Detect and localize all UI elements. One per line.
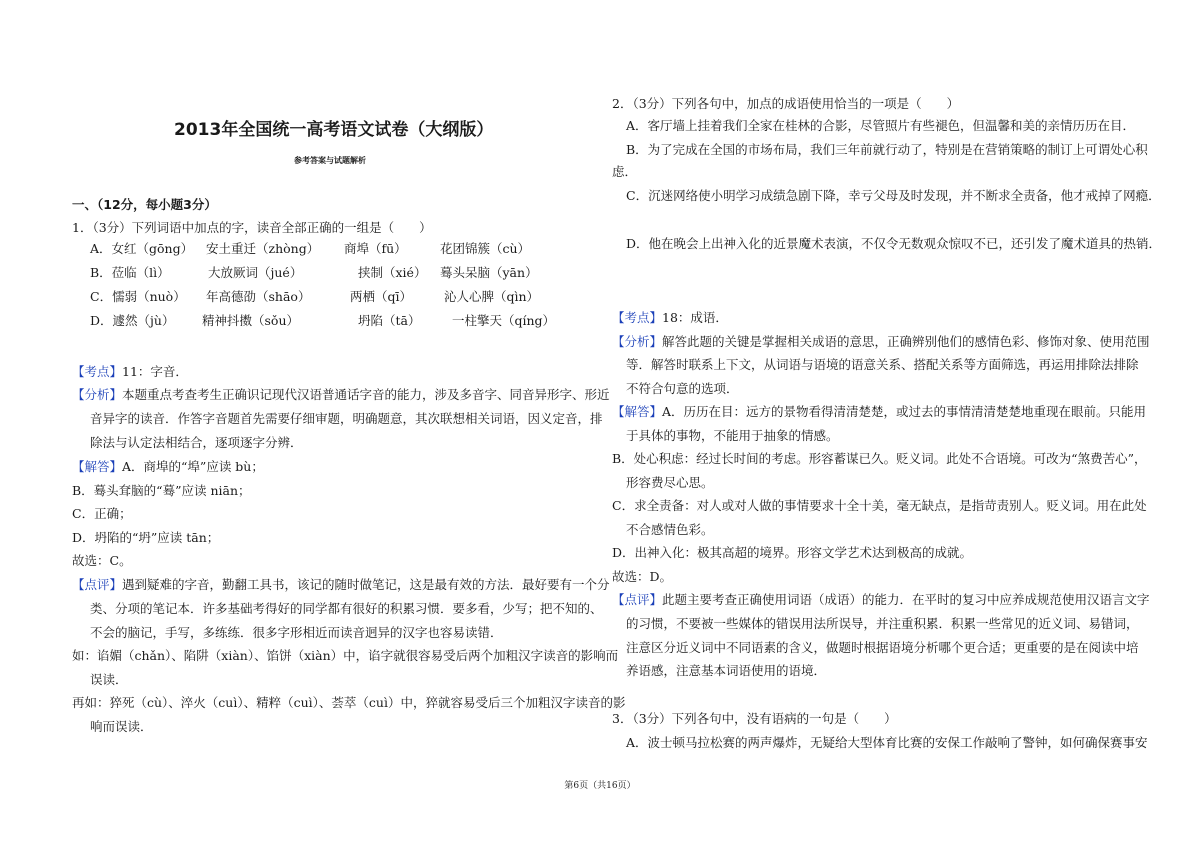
q1-jieda-b: B．蓦头耷脑的“蓦”应读 niān； — [72, 483, 251, 498]
q2-dianping-line2: 的习惯，不要被一些媒体的错误用法所误导，并注重积累．积累一些常见的近义词、易错词， — [626, 616, 1139, 631]
q1-example2: 再如：猝死（cù）、淬火（cuì）、精粹（cuì）、荟萃（cuì）中，猝就容易受后三个加粗汉字读音的影 — [72, 695, 626, 710]
q1-option-d: D．遽然（jù） 精神抖擞（sǒu） 坍陷（tā） 一柱擎天（qíng） — [90, 313, 556, 328]
q2-kaodian: 【考点】18：成语． — [612, 310, 728, 325]
page-subtitle: 参考答案与试题解析 — [294, 155, 366, 165]
q2-jieda-d: D．出神入化：极其高超的境界。形容文学艺术达到极高的成就。 — [612, 545, 973, 560]
q1-kaodian: 【考点】11：字音． — [72, 364, 188, 379]
q2-option-d: D．他在晚会上出神入化的近景魔术表演，不仅令无数观众惊叹不已，还引发了魔术道具的热销． — [626, 236, 1162, 251]
q1-stem: 1．（3分）下列词语中加点的字，读音全部正确的一组是（ ） — [72, 220, 432, 235]
q2-stem: 2．（3分）下列各句中，加点的成语使用恰当的一项是（ ） — [612, 96, 960, 111]
q1-dianping-line2: 类、分项的笔记本．许多基础考得好的同学都有很好的积累习惯．要多看，少写；把不知的、 — [90, 601, 603, 616]
q3-stem: 3．（3分）下列各句中，没有语病的一句是（ ） — [612, 711, 897, 726]
q2-fenxi: 【分析】解答此题的关键是掌握相关成语的意思，正确辨别他们的感情色彩、修饰对象、使用范围 — [612, 334, 1150, 349]
page-footer: 第6页（共16页） — [564, 781, 636, 791]
q1-jieda-d: D．坍陷的“坍”应读 tān； — [72, 530, 220, 545]
q2-option-b: B．为了完成在全国的市场布局，我们三年前就行动了，特别是在营销策略的制订上可谓处心积 — [626, 142, 1148, 157]
q1-fenxi-line2: 音异字的读音．作答字音题首先需要仔细审题，明确题意，其次联想相关词语，因义定音，排 — [90, 411, 603, 426]
q2-jieda: 【解答】A．历历在目：远方的景物看得清清楚楚，或过去的事情清清楚楚地重现在眼前。只能用 — [612, 404, 1147, 419]
q2-fenxi-line2: 等．解答时联系上下文，从词语与语境的语意关系、搭配关系等方面筛选，再运用排除法排除 — [626, 357, 1139, 372]
q1-example2-line2: 响而误读． — [90, 719, 153, 734]
q2-dianping: 【点评】此题主要考查正确使用词语（成语）的能力．在平时的复习中应养成规范使用汉语言文字 — [612, 592, 1150, 607]
q2-fenxi-line3: 不符合句意的选项． — [626, 381, 739, 396]
q2-option-a: A．客厅墙上挂着我们全家在桂林的合影，尽管照片有些褪色，但温馨和美的亲情历历在目． — [626, 118, 1136, 133]
q2-dianping-line3: 注意区分近义词中不同语素的含义，做题时根据语境分析哪个更合适；更重要的是在阅读中培 — [626, 640, 1139, 655]
q2-option-b-line2: 虑． — [612, 164, 638, 179]
q2-jieda-b: B．处心积虑：经过长时间的考虑。形容蓄谋已久。贬义词。此处不合语境。可改为“煞费苦心”， — [612, 451, 1147, 466]
q2-jieda-b-line2: 形容费尽心思。 — [626, 475, 714, 490]
q1-example1-line2: 误读． — [90, 672, 128, 687]
q1-answer: 故选：C。 — [72, 553, 132, 568]
q1-option-a: A．女红（gōng） 安土重迁（zhòng） 商埠（fū） 花团锦簇（cù） — [90, 241, 531, 256]
q1-example1: 如：谄媚（chǎn）、陷阱（xiàn）、馅饼（xiàn）中，谄字就很容易受后两个加粗汉字读音的影响而 — [72, 648, 619, 663]
q2-jieda-c-line2: 不合感情色彩。 — [626, 522, 714, 537]
q1-dianping-line3: 不会的脑记，手写，多练练．很多字形相近而读音迥异的汉字也容易读错． — [90, 625, 503, 640]
q2-answer: 故选：D。 — [612, 569, 673, 584]
q1-fenxi: 【分析】本题重点考查考生正确识记现代汉语普通话字音的能力，涉及多音字、同音异形字、形近 — [72, 387, 610, 402]
page-title: 2013年全国统一高考语文试卷（大纲版） — [174, 120, 494, 140]
q1-option-b: B．莅临（lì） 大放厥词（jué） 挟制（xié） 蓦头呆脑（yān） — [90, 265, 538, 280]
q1-option-c: C．懦弱（nuò） 年高德劭（shāo） 两栖（qī） 沁人心脾（qìn） — [90, 289, 540, 304]
q2-jieda-c: C．求全责备：对人或对人做的事情要求十全十美，毫无缺点，是指苛责别人。贬义词。用在此处 — [612, 498, 1147, 513]
q2-jieda-a-line2: 于具体的事物，不能用于抽象的情感。 — [626, 428, 839, 443]
q2-option-c: C．沉迷网络使小明学习成绩急剧下降，幸亏父母及时发现，并不断求全责备，他才戒掉了网瘾． — [626, 188, 1161, 203]
q2-dianping-line4: 养语感，注意基本词语使用的语境． — [626, 663, 827, 678]
q1-dianping: 【点评】遇到疑难的字音，勤翻工具书，该记的随时做笔记，这是最有效的方法．最好要有一个分 — [72, 577, 610, 592]
q1-jieda-c: C．正确； — [72, 506, 132, 521]
q3-option-a: A．波士顿马拉松赛的两声爆炸，无疑给大型体育比赛的安保工作敲响了警钟，如何确保赛事安 — [626, 735, 1148, 750]
section-heading: 一、（12分，每小题3分） — [72, 197, 217, 212]
q1-jieda: 【解答】A．商埠的“埠”应读 bù； — [72, 459, 264, 474]
q1-fenxi-line3: 除法与认定法相结合，逐项逐字分辨． — [90, 435, 303, 450]
